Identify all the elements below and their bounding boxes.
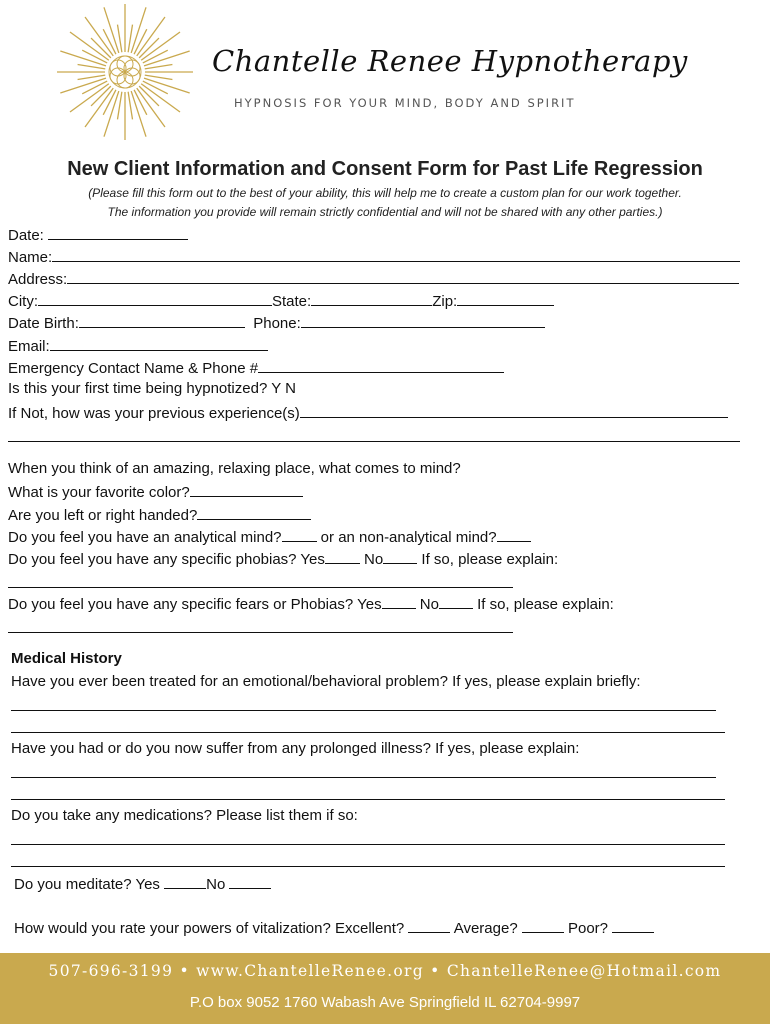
- emergency-label: Emergency Contact Name & Phone #: [8, 360, 259, 377]
- state-field[interactable]: [311, 291, 432, 306]
- fears-explain-line[interactable]: [8, 632, 513, 633]
- handed-row: [8, 505, 311, 524]
- previous-experience-line-2[interactable]: [8, 441, 740, 442]
- prolonged-illness-line-2[interactable]: [11, 799, 725, 800]
- footer-contact: 507-696-3199 • www.ChantelleRenee.org • ChantelleRenee@Hotmail.com: [48, 962, 722, 980]
- average-label: Average?: [450, 920, 522, 937]
- prolonged-illness-question: Have you had or do you now suffer from any prolonged illness? If yes, please explain:: [11, 740, 580, 757]
- poor-label: Poor?: [563, 920, 613, 937]
- analytical-field[interactable]: [282, 527, 317, 542]
- favorite-color-label: What is your favorite color?: [8, 484, 190, 501]
- footer-address: P.O box 9052 1760 Wabash Ave Springfield IL 62704-9997: [189, 994, 581, 1011]
- city-field[interactable]: [38, 291, 272, 306]
- prolonged-illness-line-1[interactable]: [11, 777, 716, 778]
- phobias-explain-label: If so, please explain:: [417, 551, 559, 568]
- name-field[interactable]: [52, 247, 740, 262]
- medications-question: Do you take any medications? Please list them if so:: [11, 807, 358, 824]
- non-analytical-field[interactable]: [497, 527, 531, 542]
- form-title: New Client Information and Consent Form for Past Life Regression: [67, 158, 703, 180]
- previous-experience-row: [8, 403, 728, 422]
- relaxing-place-question: When you think of an amazing, relaxing place, what comes to mind?: [8, 460, 461, 477]
- medications-line-1[interactable]: [11, 844, 725, 845]
- phobias-label: Do you feel you have any specific phobias? Yes: [8, 551, 325, 568]
- meditate-no-label: No: [206, 876, 230, 893]
- emergency-row: [8, 358, 504, 377]
- meditate-no-field[interactable]: [229, 874, 271, 889]
- medications-line-2[interactable]: [11, 866, 725, 867]
- fears-row: [8, 594, 614, 613]
- address-label: Address:: [8, 271, 68, 288]
- phone-field[interactable]: [301, 313, 545, 328]
- first-time-question: Is this your first time being hypnotized? Y N: [8, 380, 296, 397]
- phone-label: Phone:: [253, 315, 301, 332]
- emotional-treatment-line-1[interactable]: [11, 710, 716, 711]
- average-field[interactable]: [522, 918, 564, 933]
- brand-name: Chantelle Renee Hypnotherapy: [212, 44, 688, 78]
- meditate-row: [14, 874, 271, 893]
- dob-phone-row: [8, 313, 545, 332]
- phobias-row: [8, 549, 558, 568]
- zip-label: Zip:: [432, 293, 458, 310]
- fears-no-label: No: [415, 596, 439, 613]
- address-field[interactable]: [67, 269, 739, 284]
- phobias-explain-line[interactable]: [8, 587, 513, 588]
- phobias-no-label: No: [359, 551, 384, 568]
- handed-label: Are you left or right handed?: [8, 507, 198, 524]
- handed-field[interactable]: [197, 505, 311, 520]
- phobias-yes-field[interactable]: [325, 549, 360, 564]
- emergency-field[interactable]: [258, 358, 504, 373]
- form-subtitle-2: The information you provide will remain strictly confidential and will not be shared with any other parties.): [107, 205, 663, 219]
- fears-yes-field[interactable]: [382, 594, 416, 609]
- meditate-label: Do you meditate? Yes: [14, 876, 165, 893]
- previous-experience-field[interactable]: [300, 403, 728, 418]
- vitalization-label: How would you rate your powers of vitalization? Excellent?: [14, 920, 409, 937]
- phobias-no-field[interactable]: [383, 549, 417, 564]
- city-state-zip-row: [8, 291, 554, 310]
- zip-field[interactable]: [457, 291, 554, 306]
- email-field[interactable]: [50, 336, 268, 351]
- city-label: City:: [8, 293, 38, 310]
- meditate-yes-field[interactable]: [164, 874, 206, 889]
- vitalization-row: [14, 918, 654, 937]
- previous-experience-label: If Not, how was your previous experience(s): [8, 405, 300, 422]
- non-analytical-label: or an non-analytical mind?: [316, 529, 497, 546]
- name-label: Name:: [8, 249, 53, 266]
- favorite-color-row: [8, 482, 303, 501]
- state-label: State:: [272, 293, 312, 310]
- fears-explain-label: If so, please explain:: [472, 596, 614, 613]
- brand-tagline: HYPNOSIS FOR YOUR MIND, BODY AND SPIRIT: [234, 96, 576, 110]
- address-row: [8, 269, 739, 288]
- analytical-label: Do you feel you have an analytical mind?: [8, 529, 282, 546]
- dob-field[interactable]: [79, 313, 245, 328]
- analytical-row: [8, 527, 531, 546]
- email-label: Email:: [8, 338, 50, 355]
- email-row: [8, 336, 268, 355]
- emotional-treatment-line-2[interactable]: [11, 732, 725, 733]
- emotional-treatment-question: Have you ever been treated for an emotional/behavioral problem? If yes, please explain briefly:: [11, 673, 641, 690]
- fears-label: Do you feel you have any specific fears or Phobias? Yes: [8, 596, 382, 613]
- fears-no-field[interactable]: [439, 594, 473, 609]
- name-row: [8, 247, 740, 266]
- date-label: Date:: [8, 227, 44, 244]
- form-subtitle-1: (Please fill this form out to the best of your ability, this will help me to create a custom plan for our work together.: [88, 186, 682, 200]
- date-field[interactable]: [48, 225, 188, 240]
- dob-label: Date Birth:: [8, 315, 79, 332]
- favorite-color-field[interactable]: [190, 482, 303, 497]
- poor-field[interactable]: [612, 918, 654, 933]
- sunburst-logo-icon: [30, 0, 210, 150]
- medical-history-heading: Medical History: [11, 650, 122, 667]
- date-row: [8, 225, 188, 244]
- excellent-field[interactable]: [408, 918, 450, 933]
